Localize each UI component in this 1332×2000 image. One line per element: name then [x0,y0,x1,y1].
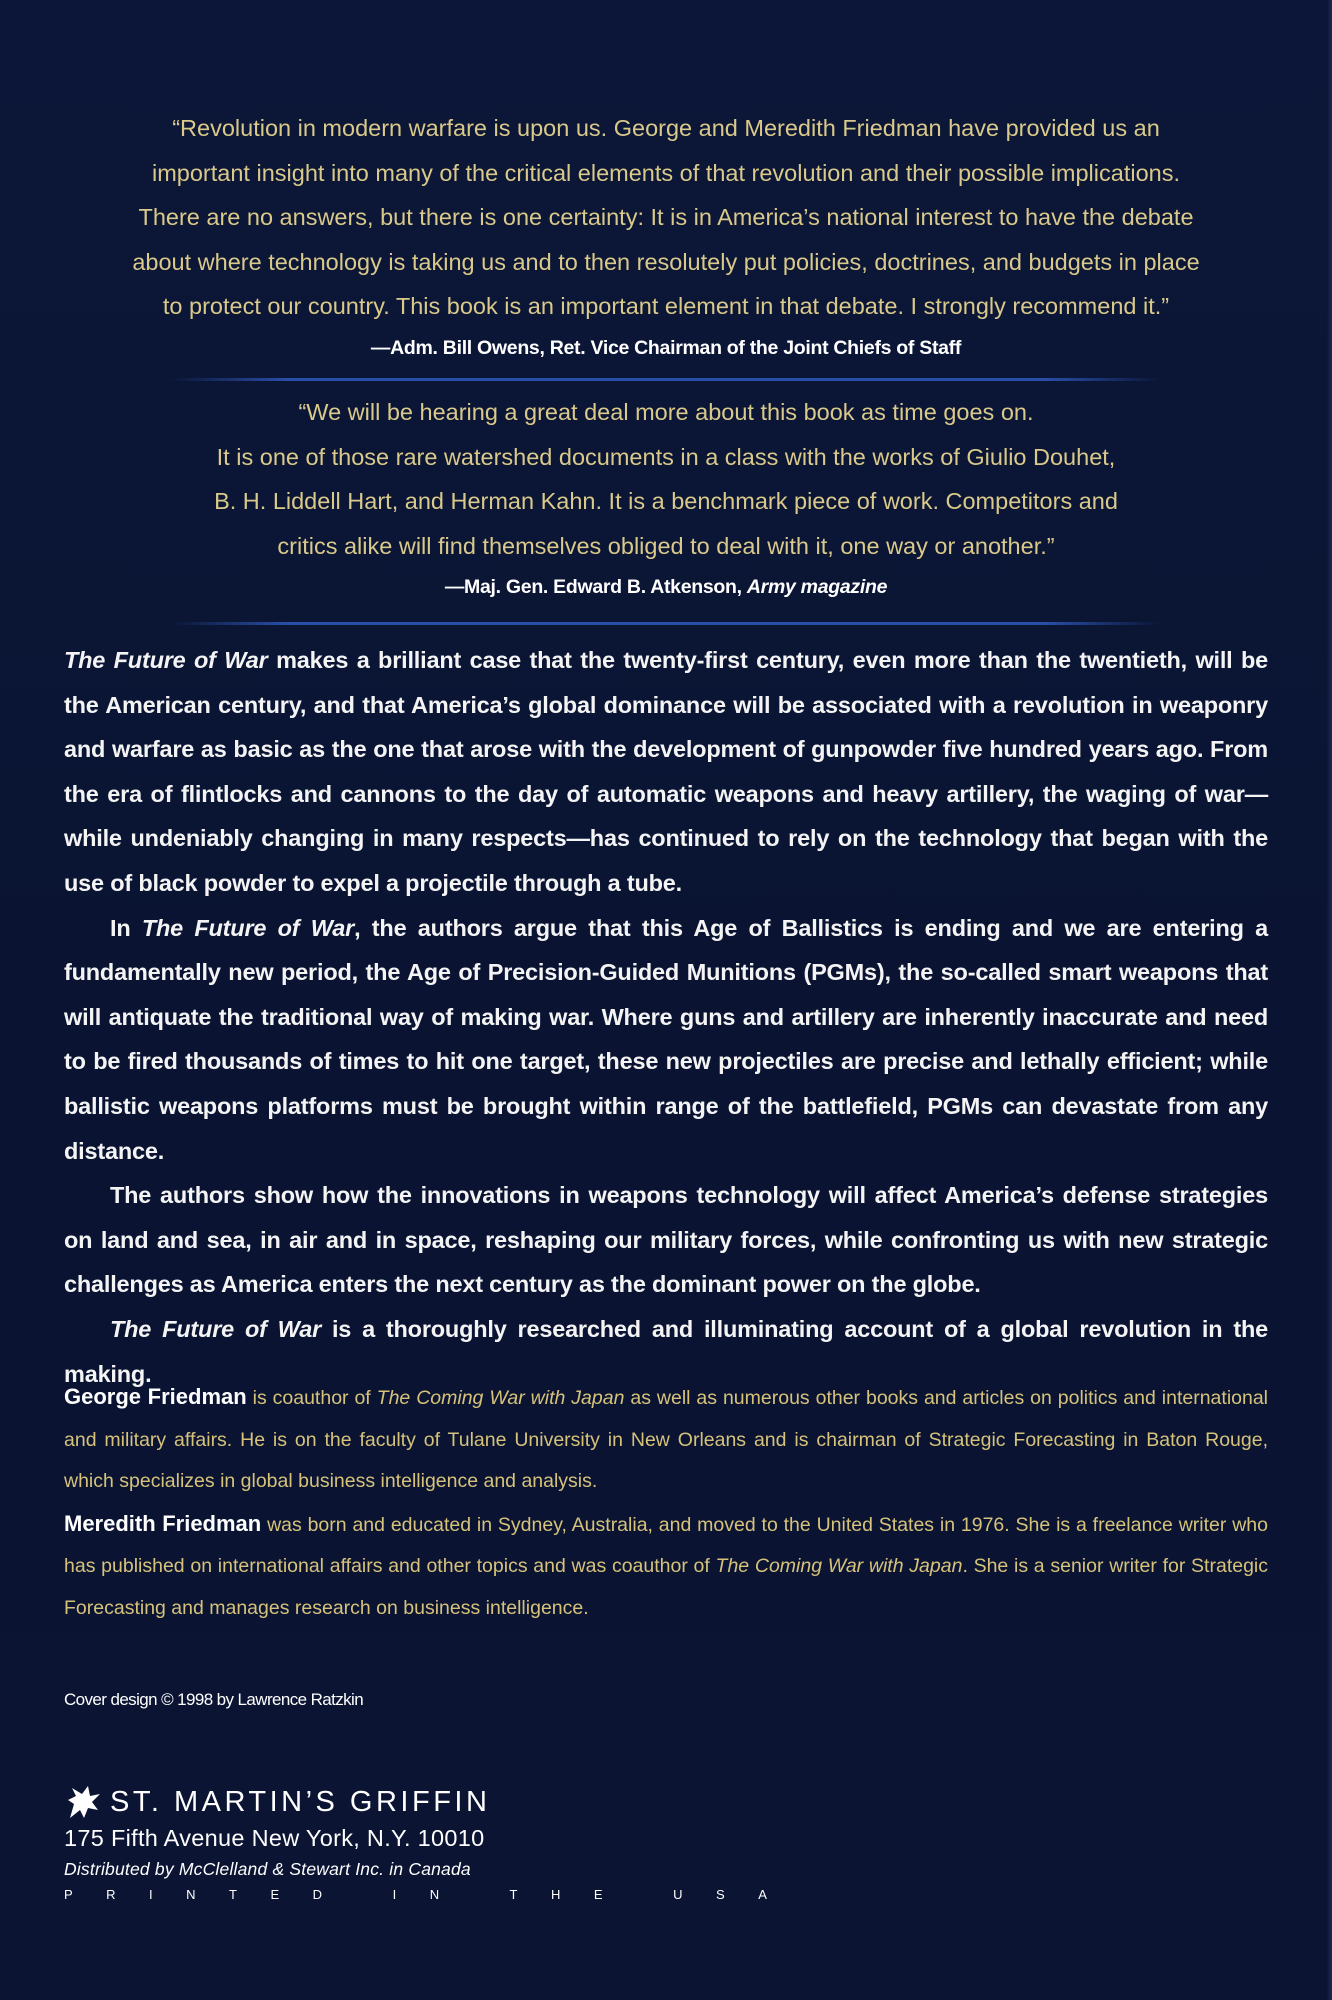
quote-line: important insight into many of the critical elements of that revolution and their possible implications. [152,159,1180,186]
quote-line: There are no answers, but there is one certainty: It is in America’s national interest to have the debate [138,204,1194,230]
quote-line: “We will be hearing a great deal more about this book as time goes on. [298,399,1034,425]
description-paragraph [64,638,1268,906]
distribution-note: Distributed by McClelland & Stewart Inc. in Canada [64,1859,471,1879]
book-title: The Future of War [141,914,355,941]
publisher-address: 175 Fifth Avenue New York, N.Y. 10010 [64,1825,485,1851]
book-title: The Coming War with Japan [376,1387,625,1409]
quote-line: to protect our country. This book is an important element in that debate. I strongly recommend it.” [162,293,1170,319]
spine-edge [1326,0,1332,2000]
quote-attribution: —Adm. Bill Owens, Ret. Vice Chairman of the Joint Chiefs of Staff [370,336,962,359]
bio-text: was born and educated in Sydney, Australia, and moved to the United States in 1976. She is a freelance writer who has published on international affairs and other topics and was coauthor of [64,1513,1268,1577]
paragraph-text: The authors show how the innovations in weapons technology will affect America’s defense strategies on land and sea, in air and in space, reshaping our military forces, while confronting us with new strategic challenges as America enters the next century as the dominant power on the globe. [64,1182,1268,1298]
author-name: Meredith Friedman [64,1510,262,1536]
bio-meredith [64,1503,1268,1630]
author-name: George Friedman [64,1384,247,1409]
author-bios [64,1376,1268,1629]
publisher-line [64,1782,800,1822]
book-title: The Future of War [64,647,268,673]
printed-in-usa: PRINTED IN THE USA [64,1887,801,1902]
book-title: The Future of War [110,1315,322,1342]
quote-line: It is one of those rare watershed documents in a class with the works of Giulio Douhet, [216,443,1116,470]
divider-rule [170,378,1162,381]
quote-line: B. H. Liddell Hart, and Herman Kahn. It is a benchmark piece of work. Competitors and [214,488,1118,514]
paragraph-text: makes a brilliant case that the twenty-first century, even more than the twentieth, will be the American century, and that America’s global dominance will be associated with a revolution in weaponry and warfare as basic as the one that arose with the development of gunpowder five hundred years ago. From the era of flintlocks and cannons to the day of automatic weapons and heavy artillery, the waging of war—while undeniably changing in many respects—has continued to rely on the technology that began with the use of black powder to expel a projectile through a tube. [64,647,1268,896]
bio-george [64,1376,1268,1503]
attribution-publication: Army magazine [746,576,888,598]
publisher-name: ST. MARTIN’S GRIFFIN [110,1785,491,1818]
cover-design-credit: Cover design © 1998 by Lawrence Ratzkin [64,1690,364,1709]
description-paragraph [64,1173,1268,1307]
divider-rule [170,622,1162,625]
griffin-logo-icon [64,1782,104,1822]
bio-text: is coauthor of [246,1387,377,1409]
description-paragraph [64,906,1268,1174]
quote-line: “Revolution in modern warfare is upon us. George and Meredith Friedman have provided us an [172,115,1160,141]
publisher-block [64,1782,800,1906]
quote-owens [60,106,1272,363]
paragraph-text: is a thoroughly researched and illuminating account of a global revolution in the making. [64,1315,1268,1387]
book-description [64,638,1268,1396]
quote-line: about where technology is taking us and to then resolutely put policies, doctrines, and budgets in place [132,248,1200,275]
attribution-name: —Maj. Gen. Edward B. Atkenson, [444,576,747,598]
quote-atkenson [60,390,1272,602]
bio-text: . She is a senior writer for Strategic Forecasting and manages research on business intelligence. [64,1555,1269,1619]
paragraph-text: In [110,914,142,941]
quote-line: critics alike will find themselves obliged to deal with it, one way or another.” [277,532,1055,559]
bio-text: as well as numerous other books and articles on politics and international and military affairs. He is on the faculty of Tulane University in New Orleans and is chairman of Strategic Forecasting in Baton Rouge, which specializes in global business intelligence and analysis. [64,1387,1269,1492]
book-title: The Coming War with Japan [715,1555,963,1577]
paragraph-text: , the authors argue that this Age of Ballistics is ending and we are entering a fundamentally new period, the Age of Precision-Guided Munitions (PGMs), the so-called smart weapons that will antiquate the traditional way of making war. Where guns and artillery are inherently inaccurate and need to be fired thousands of times to hit one target, these new projectiles are precise and lethally efficient; while ballistic weapons platforms must be brought within range of the battlefield, PGMs can devastate from any distance. [64,914,1268,1164]
quote-attribution [60,572,1272,602]
